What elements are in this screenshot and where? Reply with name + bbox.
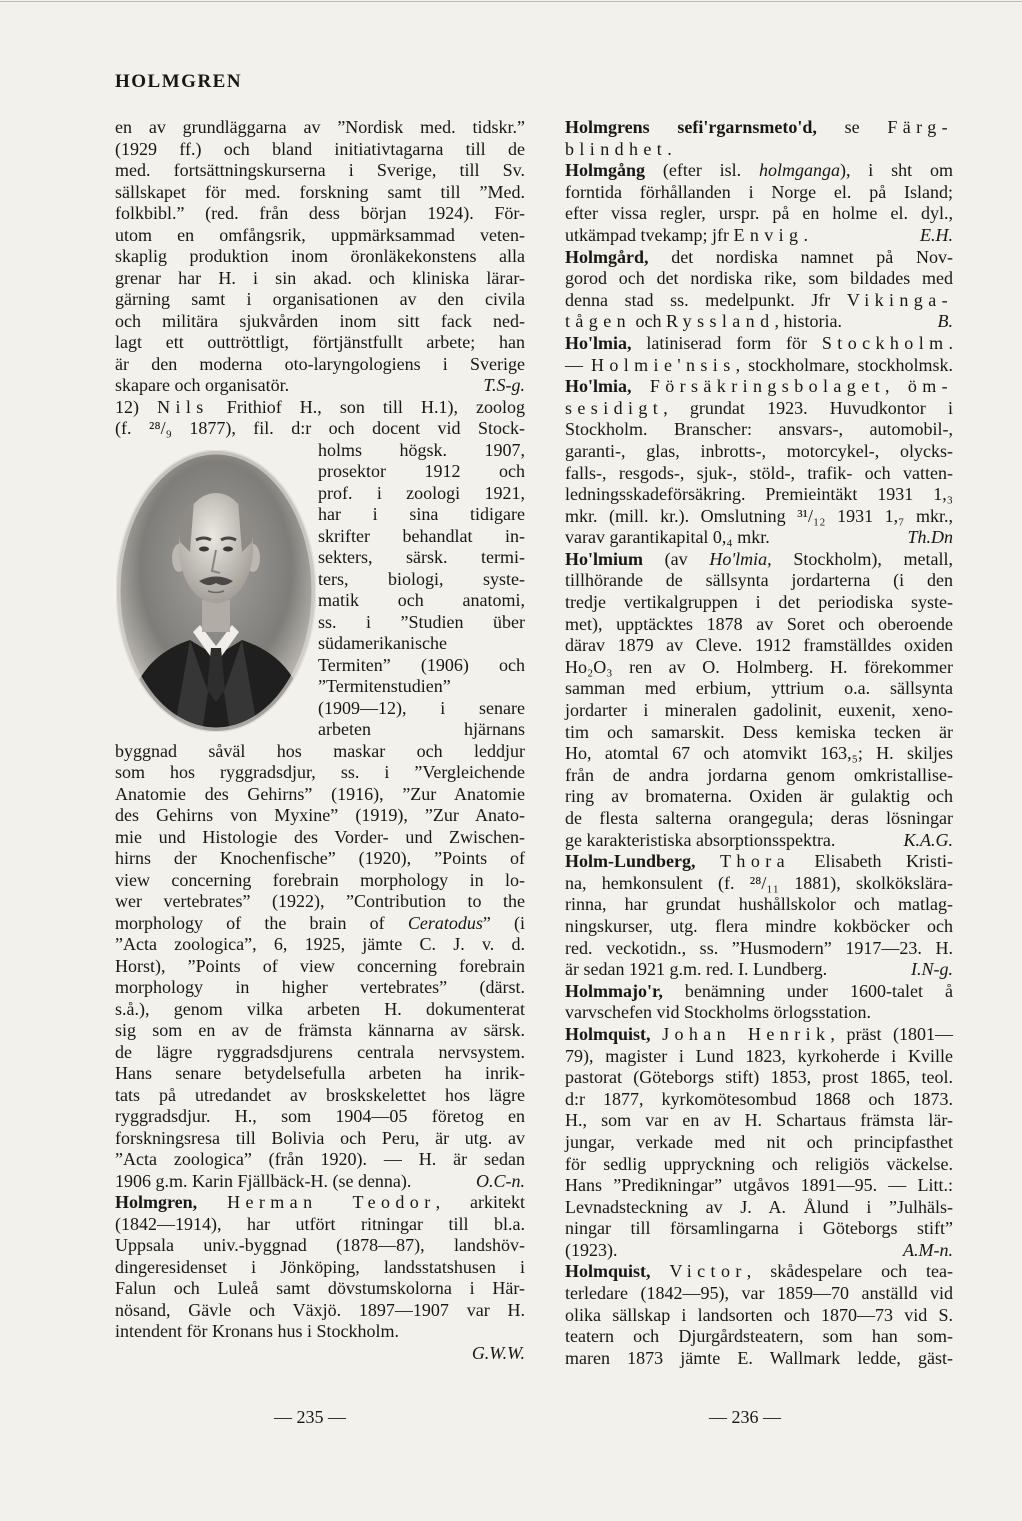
text-segment: är sedan 1921 g.m. red. I. Lundberg. [565,959,828,980]
text-line [565,160,953,182]
text-segment: benämning under 1600-talet å [662,980,953,1001]
text-line: Ho, atomtal 67 och atomvikt 163,₅; H. skiljes [565,743,953,764]
author-signature: Th.Dn [907,527,953,548]
text-line: forskningsresa till Bolivia och Peru, är utg. av [115,1127,525,1148]
text-line: s.å.), genom vilka arbeten H. dokumenterat [115,998,525,1019]
text-line [565,398,953,420]
text-segment: (1923). [565,1239,618,1260]
spaced-text: Färg- [887,117,953,137]
text-line: därav 1879 av Cleve. 1912 framställdes oxiden [565,635,953,656]
text-line: Levnadsteckning av J. A. Ålund i ”Julhäls- [565,1196,953,1217]
text-line [565,830,953,852]
text-segment: Elisabeth Kristi- [790,851,953,872]
text-line [115,1343,525,1365]
text-line [565,981,953,1003]
text-line: prof. i zoologi 1921, [318,482,525,503]
text-line: holms högsk. 1907, [318,439,525,460]
text-line [565,1024,953,1046]
text-line: grenar har H. i sin akad. och kliniska lärar- [115,267,525,288]
text-line: (f. ²⁸/₉ 1877), fil. d:r och docent vid Stock- [115,418,525,438]
text-segment: 1906 g.m. Karin Fjällbäck-H. (se denna). [115,1170,412,1191]
text-segment: latiniserad form för [631,332,822,353]
left-column-bottom-text [115,741,525,1365]
text-segment: skapare och organisatör. [115,375,290,395]
text-line [115,397,525,419]
line-body [565,225,808,247]
entry-headword: Holmgång [565,160,646,181]
text-line: sekters, särsk. termi- [318,547,525,567]
author-signature: B. [937,311,953,332]
text-line [115,1171,525,1193]
text-line: d:r 1877, kyrkomötesombud 1868 och 1873. [565,1088,953,1109]
text-line: südamerikanische [318,633,447,653]
text-line: Uppsala univ.-byggnad (1878—87), landshöv- [115,1235,525,1255]
author-signature: I.N-g. [911,959,953,980]
text-segment: — [565,354,591,375]
text-segment: ), i sht om [839,160,953,181]
text-line: är den moderna oto-laryngologiens i Sverige [115,353,525,374]
text-line: pastorat (Göteborgs stift) 1853, prost 1865, teol. [565,1067,953,1088]
text-line [565,333,953,355]
spaced-text: öm- [907,376,954,397]
entry-headword: Holmmajo'r, [565,980,663,1001]
text-line [565,1002,953,1024]
spaced-text: Stockholm [821,332,949,353]
text-line: rinna, har grundat hushållskolor och matlag- [565,894,953,915]
line-body [565,1240,618,1262]
line-body [115,1171,411,1193]
text-line: garanti-, glas, inbrotts-, motorcykel-, olycks- [565,440,953,461]
text-line: ss. i ”Studien über [318,611,525,632]
text-line: tredje vertikalgruppen i det periodiska syste- [565,592,953,613]
text-line: hirns der Knochenfische” (1920), ”Points of [115,848,525,868]
text-line: från de andra jordarna genom omkristallise- [565,764,953,785]
text-line [565,527,953,549]
text-line: wer vertebrates” (1922), ”Contribution to the [115,891,525,911]
text-line: (1929 ff.) och bland initiativtagarna till de [115,138,525,159]
right-column [565,117,953,1369]
text-line: mie und Histologie des Vorder- und Zwischen- [115,826,525,847]
text-line [115,1192,525,1214]
spaced-text: Nils [157,396,209,417]
text-line: Falun och Luleå samt dövstumskolorna i Här- [115,1278,525,1298]
entry-headword: Ho'lmium [565,548,644,569]
text-segment: varav garantikapital 0,₄ mkr. [565,527,770,548]
text-line [565,247,953,269]
spaced-text: blindhet [565,138,668,159]
scan-edge-line [0,1,1022,2]
text-line: tim och samarskit. Dess kemiska tecken är [565,721,953,742]
text-segment: Frithiof H., son till H.1), zoolog [208,396,525,417]
text-line: sällskapet för med. forskning samt till ”Med. [115,181,525,202]
author-signature: O.C-n. [476,1170,525,1191]
text-line: H., som var en av H. Schartaus främsta lär- [565,1110,953,1131]
entry-headword: Holmquist, [565,1261,670,1282]
text-line: gärning samt i organisationen av den civila [115,289,525,309]
text-line: gorod och det nordiska rike, som bildades med [565,268,953,289]
text-line: ningar till församlingarna i Göteborgs stift” [565,1218,953,1239]
text-line: tillhörande de sällsynta jordarterna (i den [565,570,953,591]
text-line: teatern och Djurgårdsteatern, som han som- [565,1326,953,1347]
text-line: forntida förhållanden i Norge el. på Island; [565,181,953,202]
text-line [565,1240,953,1262]
text-line: 79), magister i Lund 1823, kyrkoherde i Kville [565,1045,953,1066]
text-line: met), upptäcktes 1878 av Soret och oberoende [565,613,953,634]
spaced-text: Holmie'nsis [590,354,736,375]
text-line: jungar, verkade med nit och principfasthet [565,1131,953,1152]
text-segment: ge karakteristiska absorptionsspektra. [565,829,836,850]
text-line: Stockholm. Branscher: ansvars-, automobil-, [565,419,953,440]
line-body [565,527,770,549]
text-line: Ho₂O₃ ren av O. Holmberg. H. förekommer [565,656,953,677]
text-segment: det nordiska namnet på Nov- [648,246,953,267]
text-segment: 12) [115,396,158,417]
text-line [565,376,953,398]
text-line: ”Acta zoologica” (från 1920). — H. är sedan [115,1149,525,1169]
author-signature: K.A.G. [903,829,953,850]
text-line: sig som en av de främsta kännarna av särsk. [115,1020,525,1040]
text-line: maren 1873 jämte E. Wallmark ledde, gäst- [565,1347,953,1368]
italic-text: Ceratodus [407,912,483,933]
text-line: ters, biologi, syste- [318,568,525,589]
text-segment: Stockholm), metall, [771,548,953,569]
text-segment: och [630,311,666,332]
spaced-text: Victor [669,1261,747,1282]
text-segment: morphology of the brain of [115,912,408,933]
text-line: folkbibl.” (red. från dess början 1924). För- [115,203,525,223]
entry-headword: Holmgård, [565,246,649,267]
entry-headword: Holm-Lundberg, [565,851,721,872]
author-signature: E.H. [920,224,953,245]
text-line: red. veckotidn., ss. ”Husmodern” 1917—23. H. [565,937,953,958]
text-line: en av grundläggarna av ”Nordisk med. tidskr.” [115,117,525,137]
text-line: ”Termitenstudien” [318,676,451,696]
entry-headword: Holmquist, [565,1023,663,1044]
spaced-text: Ryssland [665,311,775,332]
author-signature: A.M-n. [903,1239,953,1260]
text-segment: utkämpad tvekamp; jfr [565,224,734,245]
text-line: med. fortsättningskurserna i Sverige, till Sv. [115,160,525,180]
text-segment: . [948,332,953,353]
spaced-text: Försäkringsbolaget [649,376,885,397]
text-line [565,117,953,139]
text-line [115,375,525,397]
left-column [115,117,525,1364]
text-line: (1909—12), i senare [318,697,525,718]
text-line: Anatomie des Gehirns” (1916), ”Zur Anatomie [115,783,525,804]
text-line: Hans senare betydelsefulla arbeten ha inrik- [115,1063,525,1083]
author-signature: G.W.W. [471,1342,525,1363]
text-line [115,1321,525,1343]
text-segment: ” (i [482,912,525,933]
entry-headword: Ho'lmia, [565,376,650,397]
entry-headword: Ho'lmia, [565,332,632,353]
text-segment: (av [643,548,710,569]
spaced-text: Herman Teodor [227,1192,436,1212]
text-line: ring av bromaterna. Oxiden är gulaktig och [565,786,953,807]
text-segment: , historia. [774,311,842,332]
text-line: skrifter behandlat in- [318,525,525,546]
text-line: lagt ett outtröttligt, förtjänstfullt arbete; han [115,332,525,352]
text-line: olika sällskap i landsorten och 1870—73 vid S. [565,1304,953,1325]
text-line [565,851,953,873]
author-signature: T.S-g. [483,375,525,395]
page-number-left: — 235 — [274,1407,346,1427]
text-line: byggnad såväl hos maskar och leddjur [115,740,525,761]
text-line [565,1261,953,1283]
text-line: för sedlig uppryckning och religiös väckelse. [565,1153,953,1174]
text-segment: intendent för Kronans hus i Stockholm. [115,1321,399,1341]
italic-text: Ho'lmia, [709,548,772,569]
entry-headword: Holmgrens sefi'rgarnsmeto'd, [565,117,817,137]
text-segment: varvschefen vid Stockholms örlogsstation. [565,1002,871,1023]
text-beside-portrait [318,440,525,741]
text-line: ledningsskadeförsäkring. Premieintäkt 1931 1,₃ [565,484,953,505]
text-line: falls-, resgods-, sjuk-, stöld-, trafik- och vatten- [565,462,953,483]
text-line: utom en omfångsrik, uppmärksammad veten- [115,224,525,245]
text-segment: , skådespelare och tea- [746,1261,953,1282]
text-segment: (efter isl. [645,160,759,181]
text-line: som hos ryggradsdjur, ss. i ”Vergleichende [115,762,525,782]
spaced-text: Envig [733,224,804,245]
entry-headword: Holmgren, [115,1192,228,1212]
text-line: Horst), ”Points of view concerning forebrain [115,955,525,976]
text-line: nösand, Gävle och Växjö. 1897—1907 var H. [115,1299,525,1320]
text-line: terledare (1842—95), var 1859—70 anställd vid [565,1283,953,1304]
text-segment: , arkitekt [435,1192,525,1212]
text-segment: se [816,117,888,137]
text-line: ryggradsdjur. H., som 1904—05 företog en [115,1106,525,1126]
text-line [565,139,953,161]
text-line: samman med erbium, yttrium o.a. sällsynta [565,678,953,699]
text-line: na, hemkonsulent (f. ²⁸/₁₁ 1881), skolkökslära- [565,872,953,893]
text-line: prosektor 1912 och [318,461,525,481]
text-line: och militära sjukvården inom sitt fack ned- [115,310,525,331]
text-line: de flesta salterna orangegula; deras lösningar [565,808,953,828]
text-segment: . [667,138,672,159]
text-line: view concerning forebrain morphology in lo- [115,869,525,890]
text-line: ningskurser, utg. flera mindre kokböcker och [565,915,953,936]
italic-text: holmganga [758,160,840,181]
text-line: jordarter i mineralen gadolinit, euxenit, xeno- [565,700,953,721]
text-line [565,355,953,377]
text-line [565,311,953,333]
line-body [565,959,827,981]
line-body [565,830,835,852]
line-body [115,375,289,397]
line-body [565,311,842,333]
text-segment: . [803,224,808,245]
text-segment: , [885,376,908,397]
running-head-title: HOLMGREN [115,71,243,92]
text-segment: , präst (1801— [830,1023,954,1044]
spaced-text: Johan Henrik [662,1023,831,1044]
text-line: skaplig produktion inom öronläkekonstens alla [115,246,525,266]
text-line: efter vissa regler, urspr. på en holme el. dyl., [565,203,953,224]
text-line: arbeten hjärnans [318,719,525,739]
portrait-wrap-section [115,440,525,741]
text-segment: , grundat 1923. Huvudkontor i [663,397,953,418]
right-column-text [565,117,953,1369]
left-column-top-text [115,117,525,440]
spaced-text: Vikinga- [846,289,953,310]
text-line [565,225,953,247]
text-line: matik och anatomi, [318,590,525,610]
page-number-right: — 236 — [709,1407,781,1427]
text-line [565,549,953,571]
spaced-text: Thora [720,851,791,872]
text-line: dingeresidenset i Jönköping, landsstatshusen i [115,1256,525,1277]
text-line: des Gehirns von Myxine” (1919), ”Zur Anato- [115,805,525,825]
text-line [565,959,953,981]
text-line: Hans ”Predikningar” utgåvos 1891—95. — Litt.: [565,1175,953,1196]
text-line: (1842—1914), har utfört ritningar till bl.a. [115,1213,525,1234]
text-line: de lägre ryggradsdjurens centrala nervsystem. [115,1041,525,1062]
text-line [565,290,953,312]
text-line: har i sina tidigare [318,504,525,524]
text-line: Termiten” (1906) och [318,654,525,675]
portrait-photo [116,450,316,732]
spaced-text: tågen [565,311,631,332]
text-segment: denna stad ss. medelpunkt. Jfr [565,289,847,310]
spaced-text: sesidigt [565,397,664,418]
text-line: tats på utredandet av broskskelettet hos lägre [115,1084,525,1105]
text-line: morphology in higher vertebrates” (därst. [115,977,525,997]
text-line [115,913,525,935]
text-segment: , stockholmare, stockholmsk. [735,354,953,375]
text-line: mkr. (mill. kr.). Omslutning ³¹/₁₂ 1931 1,₇ mkr., [565,505,953,526]
text-line: ”Acta zoologica”, 6, 1925, jämte C. J. v. d. [115,934,525,954]
